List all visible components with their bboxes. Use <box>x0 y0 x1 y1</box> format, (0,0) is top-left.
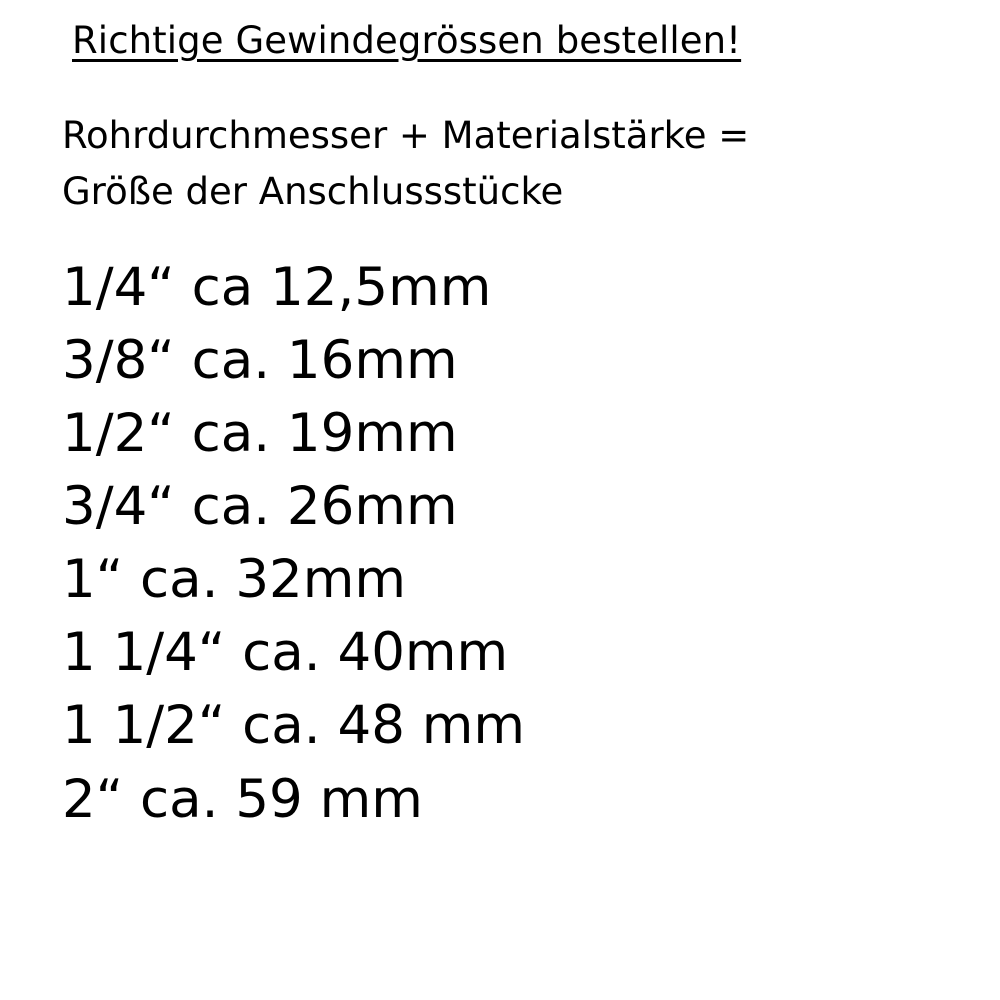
list-item: 3/4“ ca. 26mm <box>62 476 458 538</box>
list-item: 3/8“ ca. 16mm <box>62 329 458 391</box>
formula-block <box>62 108 942 220</box>
formula-line-2: Größe der Anschlussstücke <box>62 170 564 214</box>
list-item: 1 1/4“ ca. 40mm <box>62 622 509 684</box>
list-item: 1“ ca. 32mm <box>62 549 407 611</box>
list-item: 2“ ca. 59 mm <box>62 768 423 830</box>
size-list <box>62 251 980 836</box>
list-item: 1/2“ ca. 19mm <box>62 402 458 464</box>
formula-line-1: Rohrdurchmesser + Materialstärke = <box>62 114 750 158</box>
list-item: 1/4“ ca 12,5mm <box>62 256 492 318</box>
page-title: Richtige Gewindegrössen bestellen! <box>72 19 742 62</box>
list-item: 1 1/2“ ca. 48 mm <box>62 695 526 757</box>
